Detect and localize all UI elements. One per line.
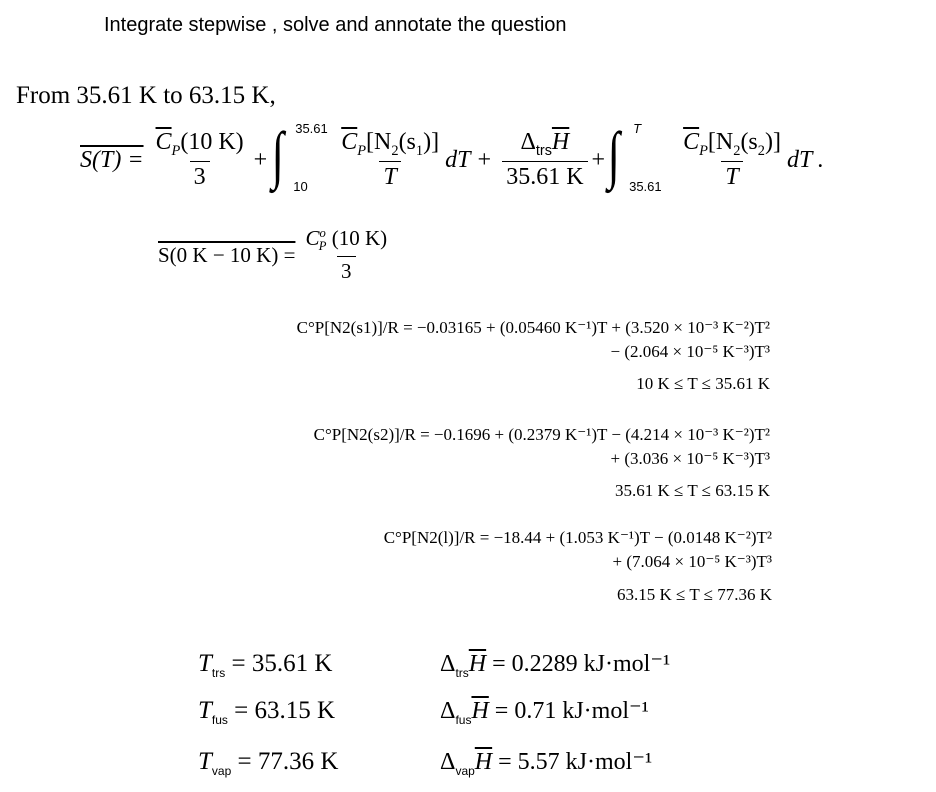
cp-s2-block bbox=[150, 425, 770, 501]
cp-s1-block bbox=[180, 318, 770, 394]
integral-sign-2: ∫ bbox=[607, 119, 620, 190]
cp-l-line2: + (7.064 × 10⁻⁵ K⁻³)T³ bbox=[612, 552, 772, 571]
main-eq-term3: $\frac{\Delta_{trs}\overline{H}}{35.61 K}$ bbox=[502, 129, 587, 191]
main-equation bbox=[80, 119, 824, 195]
s0-equation bbox=[158, 226, 391, 284]
integral-2 bbox=[607, 119, 662, 195]
enthalpies-block bbox=[440, 645, 670, 789]
cp-l-line1: C°P[N2(l)]/R = −18.44 + (1.053 K⁻¹)T − (0.0148 K⁻²)T² bbox=[383, 528, 772, 547]
enthalpy-trs: $\Delta_{trs}\overline{H} = 0.2289$ kJ·mol⁻¹ bbox=[440, 651, 671, 680]
enthalpy-vap: $\Delta_{vap}\overline{H} = 5.57$ kJ·mol⁻¹ bbox=[440, 748, 653, 778]
temp-fus: $T_{fus} = 63.15$ K bbox=[198, 697, 336, 727]
main-eq-dT2: dT . bbox=[786, 146, 824, 173]
integral-1-lower: 10 bbox=[293, 179, 308, 194]
cp-l-range: 63.15 K ≤ T ≤ 77.36 K bbox=[617, 585, 772, 604]
main-eq-term2: $\frac{\overline{C}_P[N_2(s_1)]}{T}$ bbox=[341, 128, 440, 191]
cp-s2-range: 35.61 K ≤ T ≤ 63.15 K bbox=[615, 481, 770, 500]
cp-l-block bbox=[250, 528, 772, 605]
temp-trs: $T_{trs} = 35.61$ K bbox=[198, 650, 333, 680]
cp-s1-range: 10 K ≤ T ≤ 35.61 K bbox=[636, 374, 770, 393]
temperatures-block bbox=[198, 645, 338, 790]
s0-eq-lhs: S(0 K − 10 K) = bbox=[158, 242, 296, 267]
cp-s2-line2: + (3.036 × 10⁻⁵ K⁻³)T³ bbox=[610, 449, 770, 468]
main-eq-dT1: dT + bbox=[445, 146, 493, 173]
integral-sign-1: ∫ bbox=[271, 119, 285, 190]
cp-s1-line2: − (2.064 × 10⁻⁵ K⁻³)T³ bbox=[610, 342, 770, 361]
instruction-text: Integrate stepwise , solve and annotate the question bbox=[104, 14, 567, 36]
integral-1-upper: 35.61 bbox=[295, 121, 328, 136]
cp-s2-line1: C°P[N2(s2)]/R = −0.1696 + (0.2379 K⁻¹)T − (4.214 × 10⁻³ K⁻²)T² bbox=[313, 425, 770, 444]
intro-text: From 35.61 K to 63.15 K, bbox=[16, 82, 276, 109]
main-eq-term1: $\frac{\overline{C}_P(10 K)}{3}$ bbox=[155, 128, 244, 191]
main-eq-term4: $\frac{\overline{C}_P[N_2(s_2)]}{T}$ bbox=[683, 128, 781, 191]
main-eq-lhs: S(T) = bbox=[80, 146, 144, 173]
main-eq-plus2: + bbox=[591, 146, 606, 173]
cp-s1-line1: C°P[N2(s1)]/R = −0.03165 + (0.05460 K⁻¹)T + (3.520 × 10⁻³ K⁻²)T² bbox=[296, 318, 770, 337]
enthalpy-fus: $\Delta_{fus}\overline{H} = 0.71$ kJ·mol⁻¹ bbox=[440, 697, 649, 727]
integral-1 bbox=[271, 119, 328, 195]
s0-eq-fraction: $\frac{C^o_P (10 K)}{3}$ bbox=[305, 226, 388, 284]
integral-2-lower: 35.61 bbox=[629, 179, 662, 194]
integral-2-upper: T bbox=[633, 121, 642, 136]
temp-vap: $T_{vap} = 77.36$ K bbox=[198, 748, 339, 778]
main-eq-plus1: + bbox=[253, 146, 268, 173]
